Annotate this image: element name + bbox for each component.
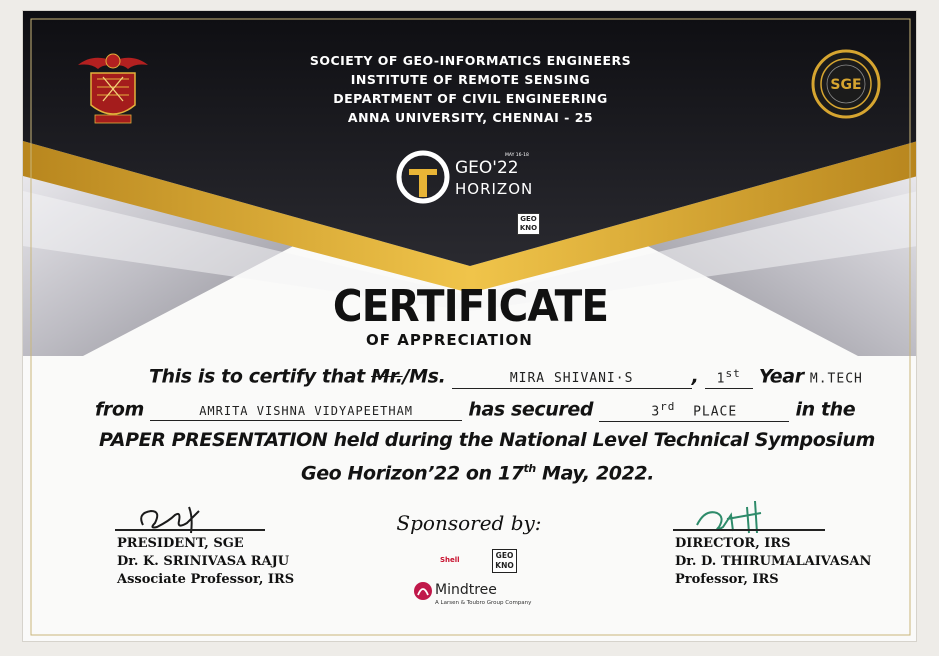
- place-suffix: rd: [660, 400, 676, 413]
- institution-field: AMRITA VISHNA VIDYAPEETHAM: [150, 402, 462, 421]
- certificate-subtitle: OF APPRECIATION: [366, 331, 533, 349]
- signatory-name: Dr. D. THIRUMALAIVASAN: [675, 554, 872, 569]
- header-line: DEPARTMENT OF CIVIL ENGINEERING: [333, 91, 608, 106]
- header-line: ANNA UNIVERSITY, CHENNAI - 25: [347, 110, 594, 125]
- year-number: 1: [716, 371, 726, 387]
- year-suffix: st: [725, 367, 741, 380]
- president-signatory: [117, 535, 294, 589]
- geokno-sponsor-text: GEO: [495, 551, 514, 560]
- header-line: INSTITUTE OF REMOTE SENSING: [350, 72, 591, 87]
- in-the-label: in the: [795, 398, 856, 421]
- geokno-logo-text: KNO: [519, 224, 538, 232]
- mindtree-tagline: A Larsen & Toubro Group Company: [435, 600, 532, 606]
- honorific-struck: Mr.: [371, 365, 403, 388]
- year-label: Year: [752, 365, 810, 388]
- geo-horizon-logo-icon: [395, 143, 545, 211]
- event-logo-subtitle: HORIZON: [455, 180, 534, 198]
- year-field: [705, 365, 753, 389]
- place-number: 3: [651, 404, 661, 420]
- director-signature: [691, 497, 771, 537]
- shell-logo: Shell: [440, 556, 460, 564]
- sponsored-by-heading: Sponsored by:: [396, 511, 542, 535]
- date-prefix: Geo Horizon’22 on 17: [301, 462, 524, 485]
- date-year: May, 2022.: [535, 462, 655, 485]
- secured-label: has secured: [468, 398, 594, 421]
- signatory-designation: Associate Professor, IRS: [117, 572, 295, 587]
- signatory-designation: Professor, IRS: [675, 572, 779, 587]
- geokno-logo-icon: [517, 213, 540, 235]
- director-signatory: [675, 535, 871, 589]
- president-signature-line: [115, 529, 265, 531]
- mindtree-name: Mindtree: [435, 582, 497, 598]
- date-suffix: th: [523, 462, 536, 475]
- mindtree-mark-icon: [413, 581, 433, 601]
- mindtree-logo: [413, 581, 563, 611]
- event-logo-date: MAY 16-18: [505, 153, 529, 158]
- certify-line: [149, 365, 863, 389]
- recipient-name-field: MIRA SHIVANI·S: [452, 370, 692, 389]
- place-field: [599, 398, 789, 422]
- signatory-role: PRESIDENT, SGE: [117, 536, 244, 551]
- certificate-title: CERTIFICATE: [332, 281, 609, 332]
- event-line: PAPER PRESENTATION held during the National Level Technical Symposium: [99, 429, 875, 451]
- from-label: from: [95, 398, 144, 421]
- signatory-name: Dr. K. SRINIVASA RAJU: [117, 554, 290, 569]
- director-signature-line: [673, 529, 825, 531]
- geokno-sponsor-text: KNO: [495, 561, 514, 570]
- sge-logo-text: SGE: [830, 77, 862, 93]
- signatory-role: DIRECTOR, IRS: [675, 536, 791, 551]
- comma: ,: [691, 365, 699, 388]
- honorific: /Ms.: [402, 365, 446, 388]
- course-field: M.TECH: [809, 371, 863, 387]
- certificate: [22, 10, 917, 642]
- certify-prefix: This is to certify that: [149, 365, 372, 388]
- date-line: [301, 462, 654, 484]
- geokno-logo-text: GEO: [520, 215, 537, 223]
- issuer-header: [23, 51, 917, 127]
- event-logo-title: GEO'22: [455, 158, 519, 178]
- institution-line: [95, 398, 855, 422]
- place-label: PLACE: [693, 404, 738, 420]
- geokno-sponsor-logo-icon: [492, 549, 517, 573]
- header-line: SOCIETY OF GEO-INFORMATICS ENGINEERS: [309, 53, 632, 68]
